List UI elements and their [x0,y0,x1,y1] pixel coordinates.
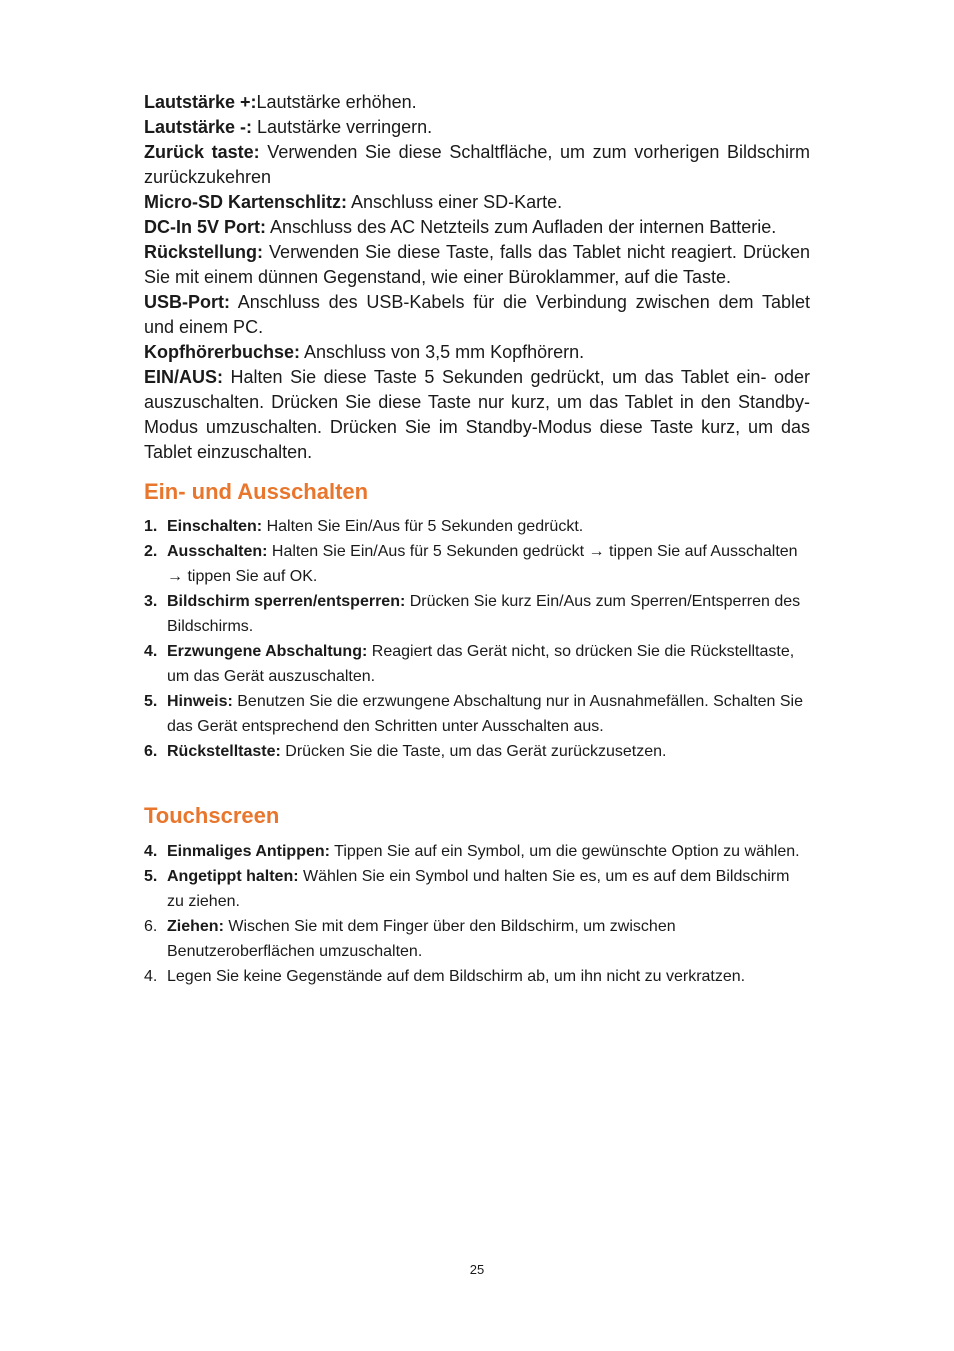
definition-term: Lautstärke +: [144,92,257,112]
list-number: 3. [144,593,158,610]
definition-volume-up [144,90,810,115]
list-term: Erzwungene Abschaltung: [167,643,368,660]
list-item [144,964,810,989]
definition-text: Anschluss von 3,5 mm Kopfhörern. [300,342,585,362]
definition-term: Rückstellung: [144,242,264,262]
list-text: Tippen Sie auf ein Symbol, um die gewünschte Option zu wählen. [329,843,800,860]
definition-text: Anschluss des USB-Kabels für die Verbindung zwischen dem Tablet und einem PC. [144,292,810,337]
list-number: 6. [144,743,158,760]
definition-text: Anschluss einer SD-Karte. [347,192,563,212]
definition-text: Verwenden Sie diese Schaltfläche, um zum vorherigen Bildschirm zurückzukehren [144,142,811,187]
list-number: 5. [144,868,158,885]
section-heading-power: Ein- und Ausschalten [144,479,369,504]
power-steps-list [144,514,810,764]
list-text: Reagiert das Gerät nicht, so drücken Sie die Rückstelltaste, um das Gerät auszuschalten. [167,643,795,685]
list-term: Bildschirm sperren/entsperren: [167,593,406,610]
definition-power [144,365,810,465]
list-item [144,864,810,914]
definition-text: Lautstärke verringern. [252,117,433,137]
list-item [144,739,810,764]
touchscreen-list [144,839,810,989]
list-term: Einmaliges Antippen: [167,843,330,860]
list-number: 4. [144,643,158,660]
list-text: Wischen Sie mit dem Finger über den Bildschirm, um zwischen Benutzeroberflächen umzuschalten. [167,918,676,960]
list-term: Rückstelltaste: [167,743,281,760]
definition-term: Kopfhörerbuchse: [144,342,301,362]
list-number: 4. [144,843,158,860]
list-item [144,689,810,739]
definition-text: Halten Sie diese Taste 5 Sekunden gedrückt, um das Tablet ein- oder auszuschalten. Drücken Sie diese Taste nur kurz, um das Tablet in den Standby-Modus umzuschalten. Drücken Sie im Standby-Modus diese Taste kurz, um das Tablet einzuschalten. [144,367,810,462]
list-number: 4. [144,968,158,985]
list-text: Halten Sie Ein/Aus für 5 Sekunden gedrückt → tippen Sie auf Ausschalten → tippen Sie auf OK. [167,543,798,585]
definition-term: EIN/AUS: [144,367,224,387]
list-text: Wählen Sie ein Symbol und halten Sie es, um es auf dem Bildschirm zu ziehen. [167,868,790,910]
definition-reset [144,240,810,290]
list-item [144,514,810,539]
list-term: Einschalten: [167,518,263,535]
definition-back-button [144,140,810,190]
list-term: Ziehen: [167,918,224,935]
list-text: Drücken Sie kurz Ein/Aus zum Sperren/Entsperren des Bildschirms. [167,593,801,635]
list-term: Ausschalten: [167,543,268,560]
definition-usb-port [144,290,810,340]
list-item [144,639,810,689]
definition-text: Lautstärke erhöhen. [256,92,417,112]
definition-term: USB-Port: [144,292,230,312]
list-text: Legen Sie keine Gegenstände auf dem Bildschirm ab, um ihn nicht zu verkratzen. [167,968,746,985]
list-item [144,539,810,589]
definition-list [144,90,810,465]
list-term: Angetippt halten: [167,868,299,885]
section-heading-touchscreen: Touchscreen [144,803,280,828]
definition-term: Lautstärke -: [144,117,253,137]
definition-text: Anschluss des AC Netzteils zum Aufladen der internen Batterie. [266,217,777,237]
definition-volume-down [144,115,810,140]
list-number: 5. [144,693,158,710]
list-item [144,589,810,639]
list-number: 1. [144,518,158,535]
definition-headphone-jack [144,340,810,365]
definition-text: Verwenden Sie diese Taste, falls das Tablet nicht reagiert. Drücken Sie mit einem dünnen Gegenstand, wie einer Büroklammer, auf die Taste. [144,242,810,287]
list-text: Halten Sie Ein/Aus für 5 Sekunden gedrückt. [262,518,584,535]
list-text: Benutzen Sie die erzwungene Abschaltung nur in Ausnahmefällen. Schalten Sie das Gerät entsprechend den Schritten unter Ausschalten aus. [167,693,803,735]
list-text: Drücken Sie die Taste, um das Gerät zurückzusetzen. [280,743,667,760]
definition-term: Zurück taste: [144,142,260,162]
list-item [144,914,810,964]
definition-term: DC-In 5V Port: [144,217,267,237]
list-item [144,839,810,864]
definition-dc-in [144,215,810,240]
page-content [144,90,810,989]
page-number: 25 [469,1262,485,1277]
list-number: 6. [144,918,158,935]
list-number: 2. [144,543,158,560]
definition-sd-slot [144,190,810,215]
definition-term: Micro-SD Kartenschlitz: [144,192,348,212]
list-term: Hinweis: [167,693,233,710]
